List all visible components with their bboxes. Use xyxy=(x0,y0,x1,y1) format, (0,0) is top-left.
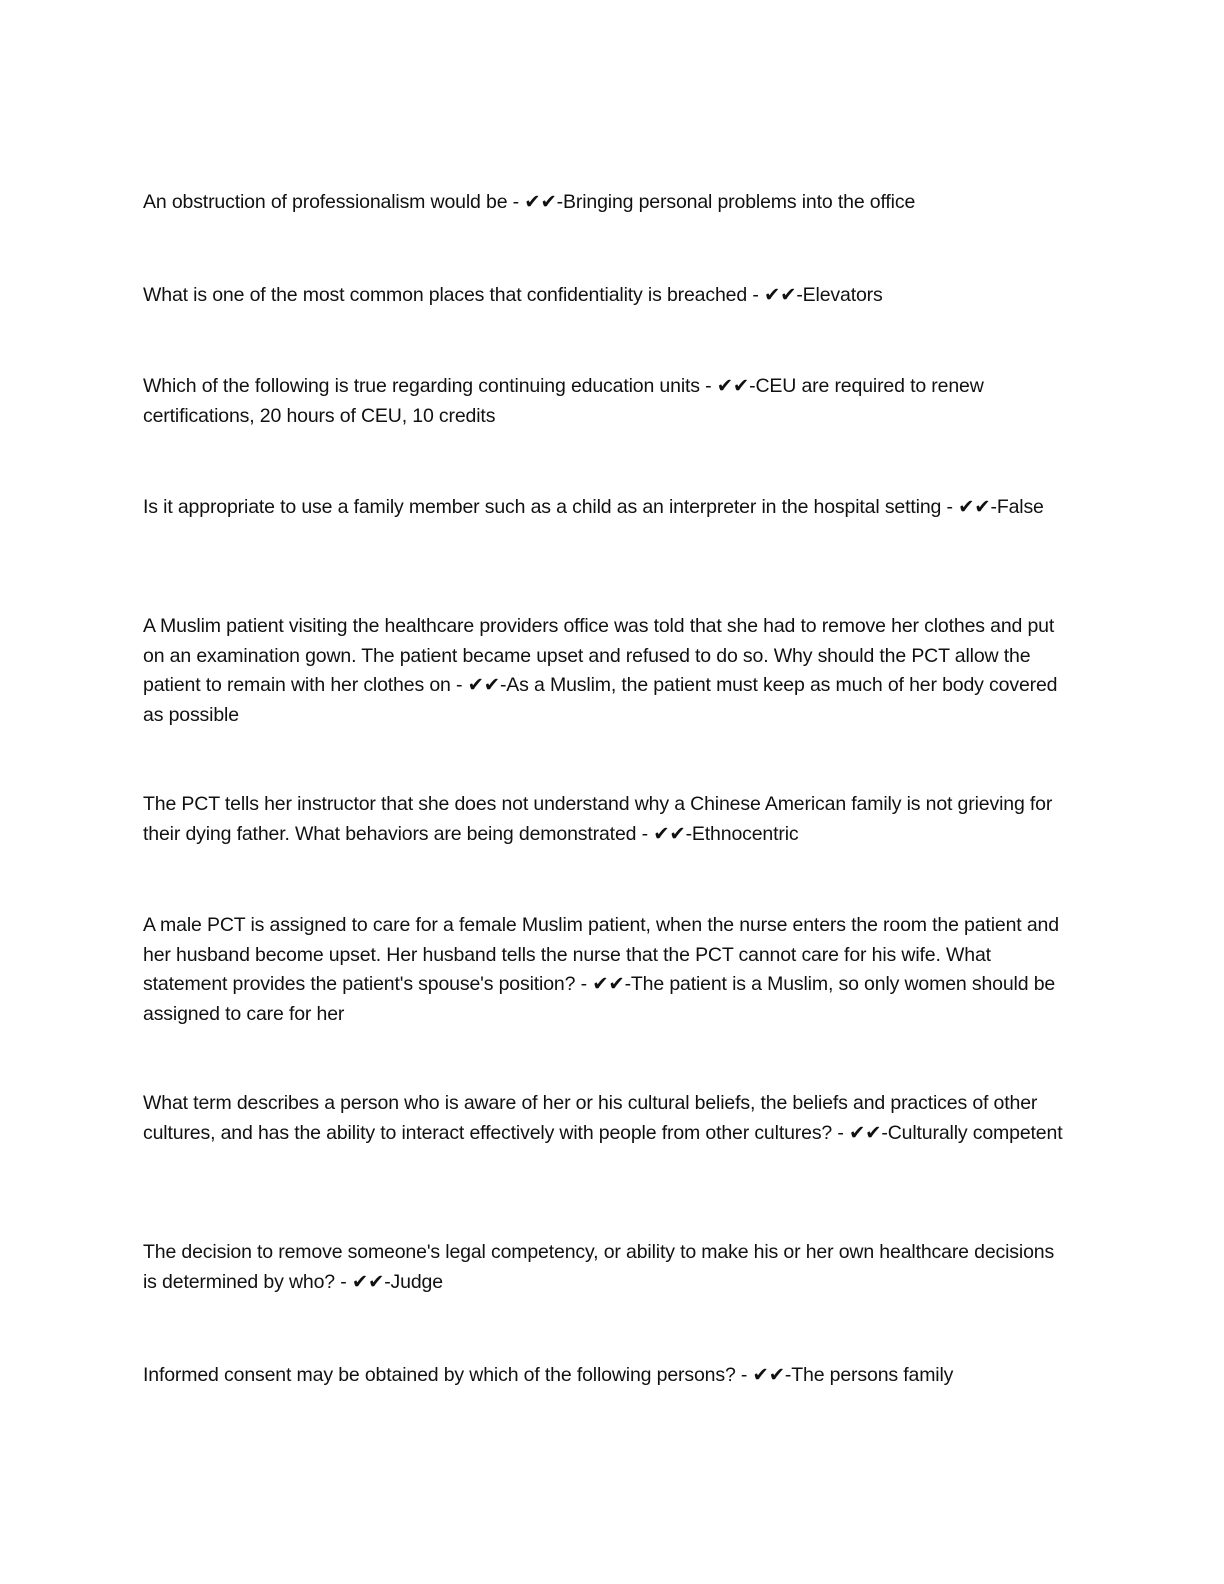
qa-item-4: Is it appropriate to use a family member such as a child as an interpreter in the hospital setting - ✔✔-False xyxy=(143,496,1044,518)
qa-item-6: The PCT tells her instructor that she does not understand why a Chinese American family is not grieving for their dying father. What behaviors are being demonstrated - ✔✔-Ethnocentric xyxy=(143,793,1053,845)
qa-item-2: What is one of the most common places that confidentiality is breached - ✔✔-Elevators xyxy=(143,284,883,306)
qa-item-7: A male PCT is assigned to care for a female Muslim patient, when the nurse enters the room the patient and her husband become upset. Her husband tells the nurse that the PCT cannot care for his wife. What statement provides the patient's spouse's position? - ✔✔-The patient is a Muslim, so only women should be assigned to care for her xyxy=(143,914,1059,1025)
qa-item-10: Informed consent may be obtained by which of the following persons? - ✔✔-The persons family xyxy=(143,1364,954,1386)
qa-item-5: A Muslim patient visiting the healthcare providers office was told that she had to remove her clothes and put on an examination gown. The patient became upset and refused to do so. Why should the PCT allow the patient to remain with her clothes on - ✔✔-As a Muslim, the patient must keep as much of her body covered as possible xyxy=(143,615,1058,726)
qa-item-1: An obstruction of professionalism would be - ✔✔-Bringing personal problems into the office xyxy=(143,191,916,213)
qa-item-3: Which of the following is true regarding continuing education units - ✔✔-CEU are required to renew certifications, 20 hours of CEU, 10 credits xyxy=(143,375,984,427)
qa-item-8: What term describes a person who is aware of her or his cultural beliefs, the beliefs and practices of other cultures, and has the ability to interact effectively with people from other cultures? - ✔✔-Culturally competent xyxy=(143,1092,1063,1144)
qa-item-9: The decision to remove someone's legal competency, or ability to make his or her own healthcare decisions is determined by who? - ✔✔-Judge xyxy=(143,1241,1055,1293)
